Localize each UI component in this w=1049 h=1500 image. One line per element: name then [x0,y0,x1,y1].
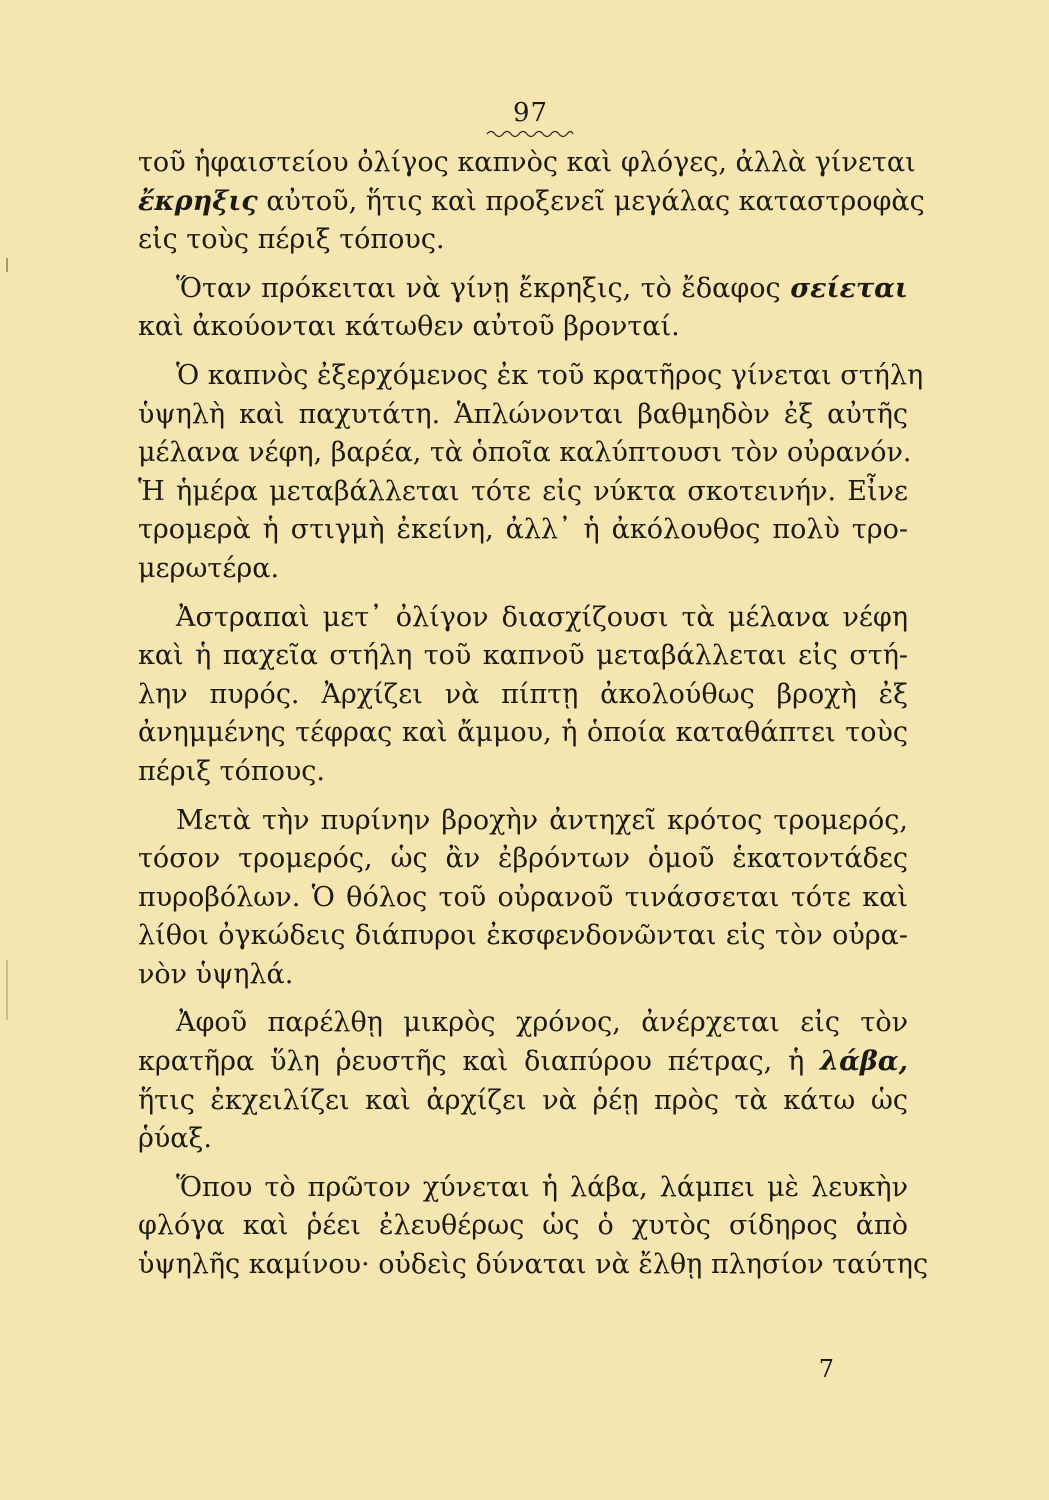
text-run: ὑψηλῆς καμίνου· οὐδεὶς δύναται νὰ ἔλθῃ πλησίον ταύτης [138,1249,929,1281]
page-edge-mark [6,960,8,1020]
text-line [138,1169,908,1208]
text-run: τρομερὰ ἡ στιγμὴ ἐκείνη, ἀλλ᾿ ἡ ἀκόλουθος πολὺ τρο- [138,514,908,546]
text-line [138,270,908,309]
paragraph-gap [138,1159,908,1169]
text-line [138,917,908,956]
text-run: ὑψηλὴ καὶ παχυτάτη. Ἁπλώνονται βαθμηδὸν ἐξ αὐτῆς [138,398,908,430]
paragraph [138,1169,929,1285]
text-line [138,753,908,792]
paragraph-gap [138,589,908,599]
emphasized-term: λάβα, [820,1046,908,1078]
text-run: καὶ ἀκούονται κάτωθεν αὐτοῦ βρονταί. [138,311,680,343]
text-run: μέλανα νέφη, βαρέα, τὰ ὁποῖα καλύπτουσι τὸν οὐρανόν. [138,437,912,469]
wavy-underline-ornament [485,128,575,138]
text-line [138,221,908,260]
text-run: ῥύαξ. [138,1123,212,1155]
page-number: 97 [512,98,549,128]
text-line [138,637,908,676]
text-line [138,473,908,512]
text-line [138,956,908,995]
text-line [138,1246,929,1285]
text-run: νὸν ὑψηλά. [138,958,294,990]
emphasized-term: ἔκρηξις [138,185,258,217]
text-line [138,676,908,715]
paragraph [138,144,925,260]
text-run: φλόγα καὶ ῥέει ἐλευθέρως ὡς ὁ χυτὸς σίδηρος ἀπὸ [138,1210,908,1242]
paragraph-gap [138,994,908,1004]
text-line [138,1082,908,1121]
paragraph-gap [138,260,908,270]
text-run: Ὁ καπνὸς ἐξερχόμενος ἐκ τοῦ κρατῆρος γίνεται στήλη [176,359,924,391]
text-line [138,1043,908,1082]
paragraph [138,1004,908,1158]
text-run: κρατῆρα ὕλη ῥευστῆς καὶ διαπύρου πέτρας, ἡ [138,1046,821,1078]
text-line [138,396,908,435]
text-run: πέριξ τόπους. [138,755,325,787]
paragraph [138,599,908,792]
text-line [138,1004,908,1043]
text-line [138,550,908,589]
text-line [138,599,908,638]
text-run: Ἀστραπαὶ μετ᾿ ὀλίγον διασχίζουσι τὰ μέλανα νέφη [176,601,908,633]
emphasized-term: σείεται [790,272,908,304]
text-run: Ἡ ἡμέρα μεταβάλλεται τότε εἰς νύκτα σκοτεινήν. Εἶνε [138,475,908,507]
paragraph [138,357,924,589]
text-line [138,511,908,550]
text-line [138,714,908,753]
paragraph-gap [138,792,908,802]
text-run: αὐτοῦ, ἥτις καὶ προξενεῖ μεγάλας καταστροφὰς [257,185,925,217]
paragraph [138,270,908,347]
text-run: λην πυρός. Ἀρχίζει νὰ πίπτῃ ἀκολούθως βροχὴ ἐξ [138,678,908,710]
text-run: ἀνημμένης τέφρας καὶ ἄμμου, ἡ ὁποία καταθάπτει τοὺς [138,717,908,749]
text-run: καὶ ἡ παχεῖα στήλη τοῦ καπνοῦ μεταβάλλεται εἰς στή- [138,640,908,672]
text-line [138,308,908,347]
page-edge-mark [6,258,8,272]
text-line [138,879,908,918]
text-run: Ὅταν πρόκειται νὰ γίνῃ ἔκρηξις, τὸ ἔδαφος [176,272,791,304]
text-line [138,434,912,473]
body-text [138,144,929,1285]
text-run: μερωτέρα. [138,552,280,584]
text-line [138,357,924,396]
text-run: τοῦ ἡφαιστείου ὀλίγος καπνὸς καὶ φλόγες, ἀλλὰ γίνεται [138,147,916,178]
text-line [138,144,916,183]
text-run: Μετὰ τὴν πυρίνην βροχὴν ἀντηχεῖ κρότος τρομερός, [176,804,908,836]
text-run: λίθοι ὀγκώδεις διάπυροι ἐκσφενδονῶνται εἰς τὸν οὐρα- [138,920,908,952]
text-run: εἰς τοὺς πέριξ τόπους. [138,224,445,256]
text-line [138,183,925,222]
text-run: πυροβόλων. Ὁ θόλος τοῦ οὐρανοῦ τινάσσεται τότε καὶ [138,881,908,913]
text-run: ἥτις ἐκχειλίζει καὶ ἀρχίζει νὰ ῥέῃ πρὸς τὰ κάτω ὡς [138,1084,908,1116]
text-line [138,840,908,879]
paragraph-gap [138,347,908,357]
text-line [138,1120,908,1159]
text-run: Ἀφοῦ παρέλθῃ μικρὸς χρόνος, ἀνέρχεται εἰς τὸν [176,1007,908,1039]
text-line [138,1207,908,1246]
text-line [138,802,908,841]
text-run: Ὅπου τὸ πρῶτον χύνεται ἡ λάβα, λάμπει μὲ λευκὴν [176,1171,908,1203]
paragraph [138,802,908,995]
signature-mark: 7 [818,1355,834,1383]
text-run: τόσον τρομερός, ὡς ἂν ἐβρόντων ὁμοῦ ἑκατοντάδες [138,843,908,875]
